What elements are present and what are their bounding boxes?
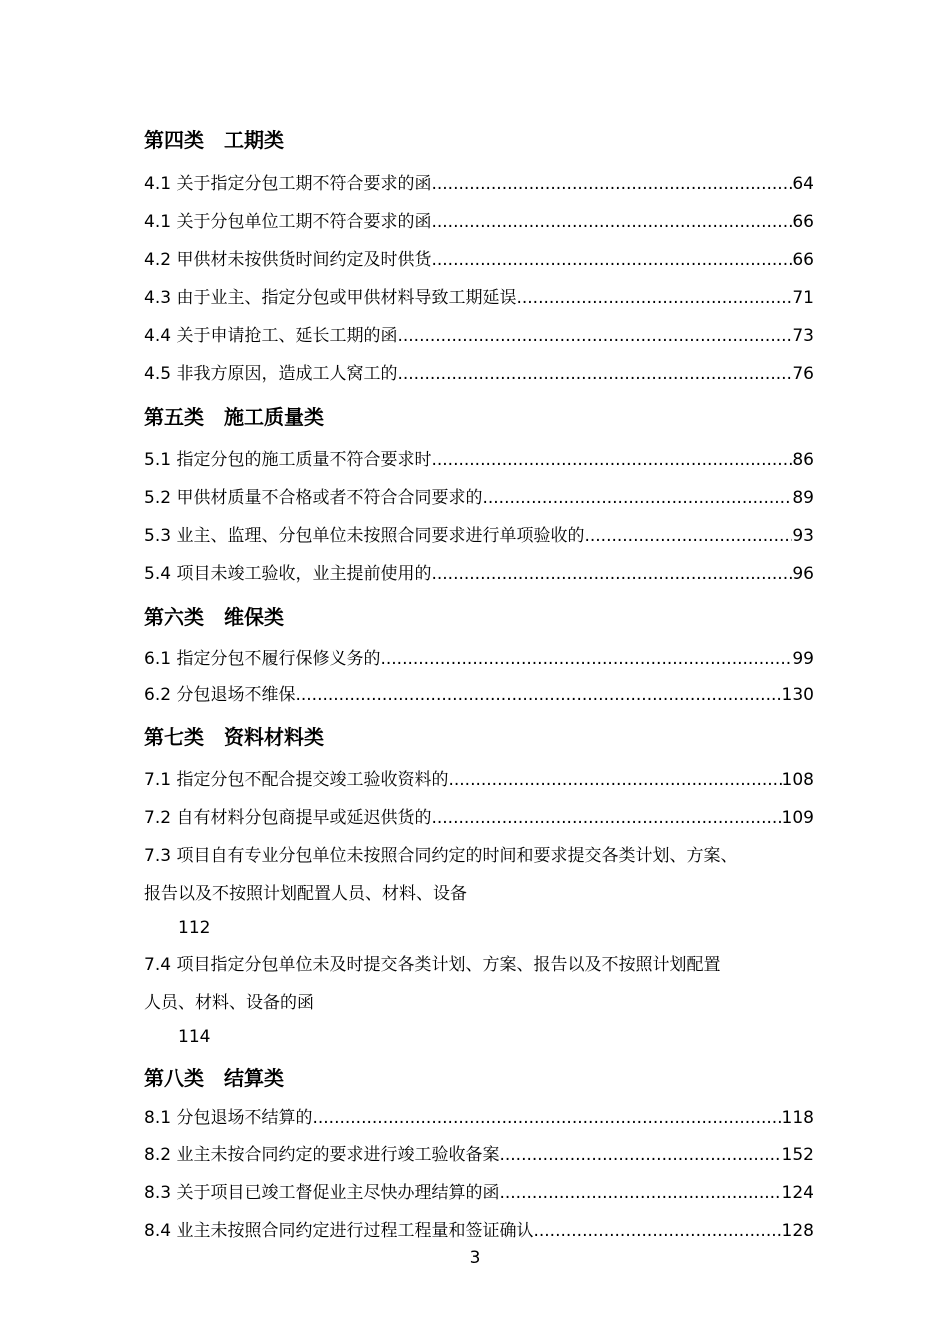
toc-entry-page: 118: [781, 1108, 814, 1128]
section-heading-settlement: 第八类 结算类: [144, 1066, 284, 1090]
toc-entry-page: 114: [178, 1027, 211, 1047]
toc-entry-text: 6.1 指定分包不履行保修义务的: [144, 649, 381, 669]
toc-leader-dots: [397, 324, 792, 348]
toc-entry-text: 4.3 由于业主、指定分包或甲供材料导致工期延误: [144, 288, 517, 308]
toc-entry[interactable]: [144, 683, 814, 707]
toc-entry-page: 124: [781, 1183, 814, 1203]
section-heading-quality: 第五类 施工质量类: [144, 405, 324, 429]
toc-leader-dots: [312, 1106, 781, 1130]
toc-leader-dots: [584, 524, 792, 548]
toc-leader-dots: [397, 362, 792, 386]
toc-leader-dots: [499, 1143, 781, 1167]
toc-entry-text: 5.3 业主、监理、分包单位未按照合同要求进行单项验收的: [144, 526, 585, 546]
toc-entry-text: 7.2 自有材料分包商提早或延迟供货的: [144, 808, 432, 828]
toc-entry-page: 86: [792, 450, 814, 470]
toc-entry-page: 152: [781, 1145, 814, 1165]
toc-entry-text: 8.4 业主未按照合同约定进行过程工程量和签证确认: [144, 1221, 534, 1241]
toc-entry-text: 5.4 项目未竣工验收，业主提前使用的: [144, 564, 432, 584]
section-heading-maintenance: 第六类 维保类: [144, 605, 284, 629]
toc-entry-text: 4.1 关于指定分包工期不符合要求的函: [144, 174, 432, 194]
toc-leader-dots: [431, 172, 792, 196]
toc-entry[interactable]: [144, 562, 814, 586]
toc-leader-dots: [431, 806, 781, 830]
toc-entry-line[interactable]: 报告以及不按照计划配置人员、材料、设备: [144, 884, 467, 904]
toc-entry-text: 6.2 分包退场不维保: [144, 685, 296, 705]
toc-leader-dots: [431, 210, 792, 234]
toc-leader-dots: [295, 683, 781, 707]
section-heading-schedule: 第四类 工期类: [144, 128, 284, 152]
toc-entry[interactable]: [144, 248, 814, 272]
toc-entry[interactable]: [144, 448, 814, 472]
toc-entry-page: 93: [792, 526, 814, 546]
toc-entry[interactable]: [144, 362, 814, 386]
toc-entry-text: 8.1 分包退场不结算的: [144, 1108, 313, 1128]
toc-entry-page: 112: [178, 918, 211, 938]
toc-entry-line[interactable]: 7.3 项目自有专业分包单位未按照合同约定的时间和要求提交各类计划、方案、: [144, 846, 738, 866]
toc-entry-page: 66: [792, 250, 814, 270]
toc-entry-text: 4.1 关于分包单位工期不符合要求的函: [144, 212, 432, 232]
toc-entry-page: 73: [792, 326, 814, 346]
toc-leader-dots: [533, 1219, 781, 1243]
toc-leader-dots: [431, 448, 792, 472]
toc-entry[interactable]: [144, 486, 814, 510]
toc-entry-text: 4.5 非我方原因，造成工人窝工的: [144, 364, 398, 384]
toc-entry[interactable]: [144, 524, 814, 548]
toc-entry-page: 66: [792, 212, 814, 232]
toc-entry-page: 128: [781, 1221, 814, 1241]
toc-entry-page: 108: [781, 770, 814, 790]
toc-entry[interactable]: [144, 1106, 814, 1130]
toc-entry[interactable]: [144, 172, 814, 196]
toc-leader-dots: [499, 1181, 781, 1205]
toc-entry-text: 5.2 甲供材质量不合格或者不符合合同要求的: [144, 488, 483, 508]
toc-entry-line[interactable]: 7.4 项目指定分包单位未及时提交各类计划、方案、报告以及不按照计划配置: [144, 955, 721, 975]
toc-leader-dots: [380, 647, 792, 671]
toc-entry-text: 8.2 业主未按合同约定的要求进行竣工验收备案: [144, 1145, 500, 1165]
toc-entry-text: 4.2 甲供材未按供货时间约定及时供货: [144, 250, 432, 270]
toc-leader-dots: [431, 248, 792, 272]
toc-entry-page: 99: [792, 649, 814, 669]
toc-entry[interactable]: [144, 647, 814, 671]
toc-entry-line[interactable]: 人员、材料、设备的函: [144, 993, 314, 1013]
toc-entry-text: 7.1 指定分包不配合提交竣工验收资料的: [144, 770, 449, 790]
toc-entry-text: 4.4 关于申请抢工、延长工期的函: [144, 326, 398, 346]
toc-entry[interactable]: [144, 210, 814, 234]
toc-entry-page: 89: [792, 488, 814, 508]
toc-entry-text: 8.3 关于项目已竣工督促业主尽快办理结算的函: [144, 1183, 500, 1203]
page-number: 3: [469, 1248, 481, 1268]
toc-entry[interactable]: [144, 806, 814, 830]
toc-leader-dots: [448, 768, 781, 792]
toc-entry-page: 96: [792, 564, 814, 584]
toc-entry[interactable]: [144, 768, 814, 792]
toc-leader-dots: [516, 286, 792, 310]
toc-entry-page: 109: [781, 808, 814, 828]
toc-entry-text: 5.1 指定分包的施工质量不符合要求时: [144, 450, 432, 470]
toc-entry[interactable]: [144, 1219, 814, 1243]
section-heading-materials: 第七类 资料材料类: [144, 725, 324, 749]
toc-leader-dots: [431, 562, 792, 586]
toc-entry-page: 130: [781, 685, 814, 705]
toc-entry[interactable]: [144, 286, 814, 310]
toc-entry-page: 71: [792, 288, 814, 308]
toc-entry[interactable]: [144, 1143, 814, 1167]
toc-entry[interactable]: [144, 1181, 814, 1205]
toc-leader-dots: [482, 486, 792, 510]
toc-entry[interactable]: [144, 324, 814, 348]
toc-entry-page: 64: [792, 174, 814, 194]
toc-entry-page: 76: [792, 364, 814, 384]
